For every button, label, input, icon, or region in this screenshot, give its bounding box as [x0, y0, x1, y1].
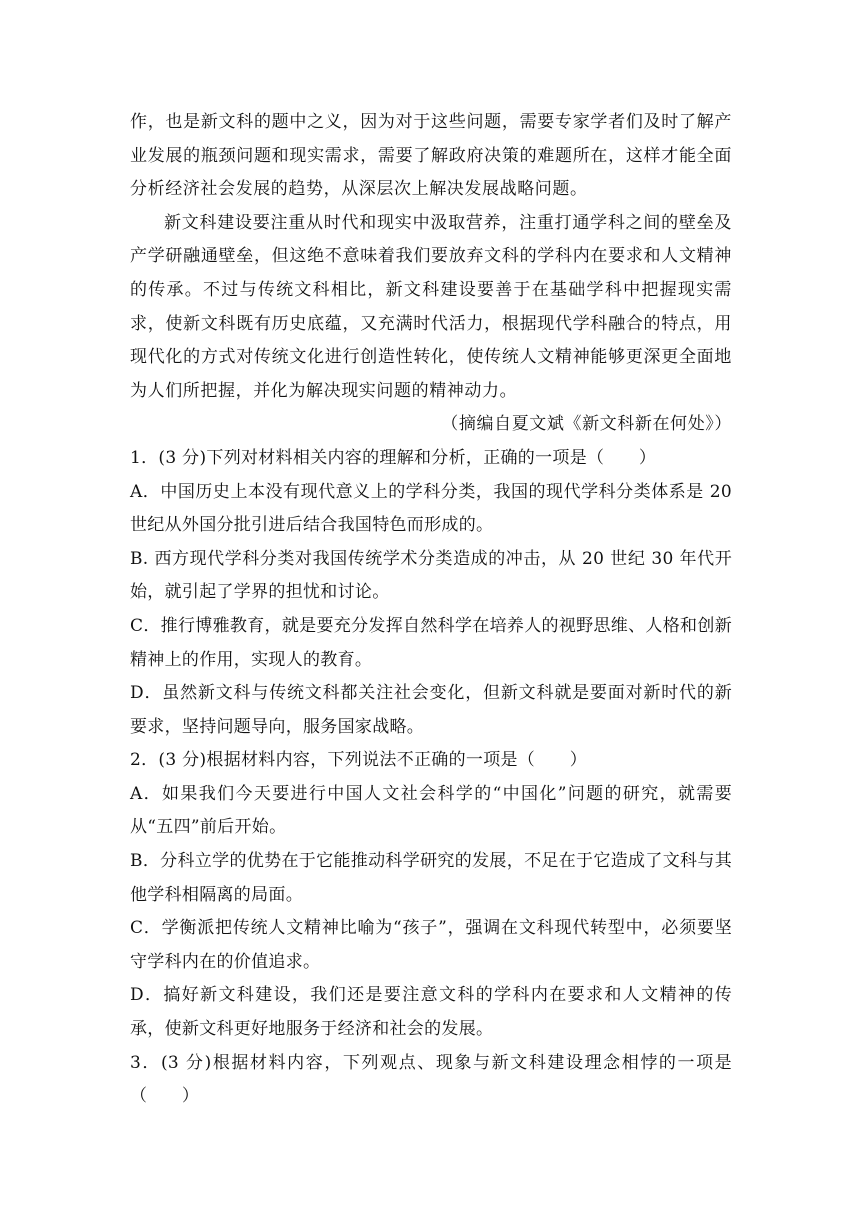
question-1-option-c: C．推行博雅教育，就是要充分发挥自然科学在培养人的视野思维、人格和创新精神上的作用，实现人的教育。: [130, 615, 732, 670]
question-2-option-b: B．分科立学的优势在于它能推动科学研究的发展，不足在于它造成了文科与其他学科相隔离的局面。: [130, 851, 732, 905]
question-1-option-b: B. 西方现代学科分类对我国传统学术分类造成的冲击，从 20 世纪 30 年代开始，就引起了学界的担忧和讨论。: [130, 548, 732, 603]
question-1: [130, 442, 732, 744]
passage-paragraph-1: 作，也是新文科的题中之义，因为对于这些问题，需要专家学者们及时了解产业发展的瓶颈问题和现实需求，需要了解政府决策的难题所在，这样才能全面分析经济社会发展的趋势，从深层次上解决发展战略问题。: [130, 112, 732, 200]
question-1-option-a: A．中国历史上本没有现代意义上的学科分类，我国的现代学科分类体系是 20 世纪从外国分批引进后结合我国特色而形成的。: [130, 481, 732, 536]
passage-paragraph-2: 新文科建设要注重从时代和现实中汲取营养，注重打通学科之间的壁垒及产学研融通壁垒，但这绝不意味着我们要放弃文科的学科内在要求和人文精神的传承。不过与传统文科相比，新文科建设要善于在基础学科中把握现实需求，使新文科既有历史底蕴，又充满时代活力，根据现代学科融合的特点，用现代化的方式对传统文化进行创造性转化，使传统人文精神能够更深更全面地为人们所把握，并化为解决现实问题的精神动力。: [130, 212, 732, 401]
question-2: [130, 744, 732, 1046]
document-content: [130, 106, 732, 1114]
question-2-option-c: C．学衡派把传统人文精神比喻为“孩子”，强调在文科现代转型中，必须要坚守学科内在的价值追求。: [130, 918, 732, 972]
question-1-stem: 1．(3 分)下列对材料相关内容的理解和分析，正确的一项是（ ）: [130, 447, 657, 468]
question-2-option-a: A．如果我们今天要进行中国人文社会科学的“中国化”问题的研究，就需要从“五四”前后开始。: [130, 783, 732, 838]
passage-source: （摘编自夏文斌《新文科新在何处》）: [441, 414, 732, 435]
question-3: [130, 1047, 732, 1114]
question-2-option-d: D．搞好新文科建设，我们还是要注意文科的学科内在要求和人文精神的传承，使新文科更好地服务于经济和社会的发展。: [130, 985, 732, 1040]
question-1-option-d: D．虽然新文科与传统文科都关注社会变化，但新文科就是要面对新时代的新要求，坚持问题导向，服务国家战略。: [130, 683, 732, 737]
question-3-stem: 3．(3 分)根据材料内容，下列观点、现象与新文科建设理念相悖的一项是（ ）: [130, 1052, 732, 1107]
question-2-stem: 2．(3 分)根据材料内容，下列说法不正确的一项是（ ）: [130, 750, 587, 771]
